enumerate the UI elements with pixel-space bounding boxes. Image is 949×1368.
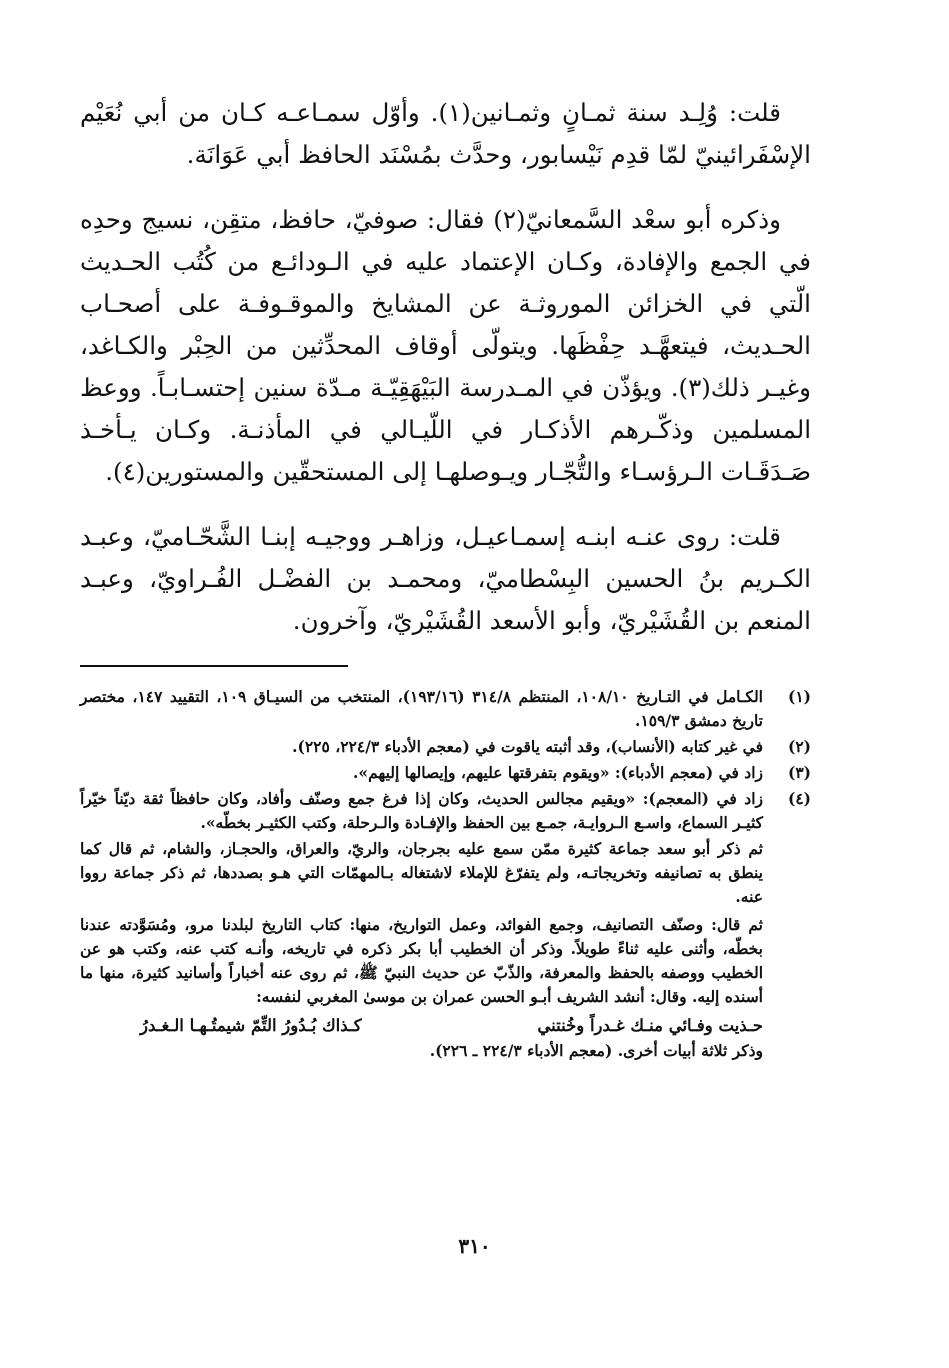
footnote-1	[80, 685, 811, 733]
footnote-4-continuation: ثم ذكر أبو سعد جماعة كثيرة ممّن سمع عليه بجرجان، والريّ، والعراق، والحجـاز، والشام، ثم قال كما ينطق به تصانيفه وتخريجاتـه، ولم يتفرّغ للإملاء لاشتغاله بـالمهمّات التي هـو بصددها، ثم ذكر جماعة رووا عنه.	[80, 839, 763, 906]
footnote-closing: وذكر ثلاثة أبيات أخرى. (معجم الأدباء ٢٢٤/٣ ـ ٢٢٦).	[429, 1041, 763, 1060]
footnote-number: (١)	[787, 687, 811, 706]
paragraph-samani-description: وذكره أبو سعْد السَّمعانيّ(٢) فقال: صوفيّ، حافظ، متقِن، نسيج وحدِه في الجمع والإفادة، وكـان الإعتماد عليه في الـودائـع من كُتُب الحـديث الّتي في الخزائن الموروثـة عن المشايخ والموقـوفـة على أصحـاب الحـديث، فيتعهَّـد حِفْظَها. ويتولّى أوقاف المحدِّثين من الحِبْر والكـاغد، وغيـر ذلك(٣). ويؤذّن في المـدرسة البَيْهَقِيّـة مـدّة سنين إحتسـابـاً. ووعظ المسلمين وذكّـرهم الأذكـار في اللّيـالي في المأذنـة. وكـان يـأخـذ صَـدَقَـات الـرؤسـاء والتُّجّـار ويـوصلهـا إلى المستحقّين والمستورين(٤).	[80, 205, 811, 486]
paragraph-narrators: قلت: روى عنـه ابنـه إسمـاعيـل، وزاهـر ووجيـه إبنـا الشَّحّـاميّ، وعبـد الكـريم بنُ الحسين البِسْطاميّ، ومحمـد بن الفضْـل الفُـراويّ، وعبـد المنعم بن القُشَيْريّ، وأبو الأسعد القُشَيْريّ، وآخرون.	[80, 522, 811, 635]
footnote-number: (٤)	[787, 789, 811, 808]
footnote-number: (٢)	[787, 737, 811, 756]
footnote-separator	[80, 665, 348, 667]
main-text	[80, 92, 811, 642]
footnote-4-continuation: ثم قال: وصنّف التصانيف، وجمع الفوائد، وعمل التواريخ، منها: كتاب التاريخ لبلدنا مرو، ومُسَوَّدته عندنا بخطّه، وأثنى عليه ثناءً طويلاً. وذكر أن الخطيب أبا بكر ذكره في تاريخه، وأنـه كتب عنه، وكتب هو عن الخطيب ووصفه بالحفظ والمعرفة، والذّبّ عن حديث النبيّ ﷺ، ثم روى عنه أخباراً وأسانيد كثيرة، منها ما أسنده إليه. وقال: أنشد الشريف أبـو الحسن عمران بن موسىٰ المغربي لنفسه:	[80, 915, 763, 1006]
footnote-number: (٣)	[787, 763, 811, 782]
footnote-text: في غير كتابه (الأنساب)، وقد أثبته ياقوت في (معجم الأدباء ٢٢٤/٣، ٢٢٥).	[292, 737, 763, 756]
footnote-text: الكـامل في التـاريخ ١٠٨/١٠، المنتظم ٣١٤/٨ (١٩٣/١٦)، المنتخب من السيـاق ١٠٩، التقييد ١٤٧، مختصر تاريخ دمشق ١٥٩/٣.	[80, 687, 763, 730]
footnote-text: زاد في (معجم الأدباء): «ويقوم بتفرقتها عليهم، وإيصالها إليهم».	[353, 763, 763, 782]
footnotes	[80, 685, 811, 1063]
paragraph-birth: قلت: وُلِـد سنة ثمـانٍ وثمـانين(١). وأوّل سمـاعـه كـان من أبي نُعَيْم الإسْفَرائينيّ لمّا قدِم نَيْسابور، وحدَّث بمُسْنَد الحافظ أبي عَوَانَة.	[80, 98, 811, 169]
footnote-text: زاد في (المعجم): «ويقيم مجالس الحديث، وكان إذا فرغ جمع وصنّف وأفاد، وكان حافظاً ثقة ديّناً خيّراً كثيـر السماع، واسـع الـروايـة، جمـع بين الحفظ والإفـادة والـرحلة، وكتب الكثيـر بخطّه».	[80, 789, 763, 832]
verse-first-hemistich: حـذيت وفـائي منـك غـدراً وخُنتني	[537, 1016, 763, 1035]
footnote-4	[80, 787, 811, 835]
page-number: ٣١٠	[458, 1234, 491, 1258]
verse-second-hemistich: كـذاك بُـدُورُ التِّمّ شيمتُـهـا الـغـدرُ	[140, 1016, 362, 1035]
poem-verse	[80, 1013, 763, 1039]
footnote-2	[80, 735, 811, 759]
footnote-3	[80, 761, 811, 785]
